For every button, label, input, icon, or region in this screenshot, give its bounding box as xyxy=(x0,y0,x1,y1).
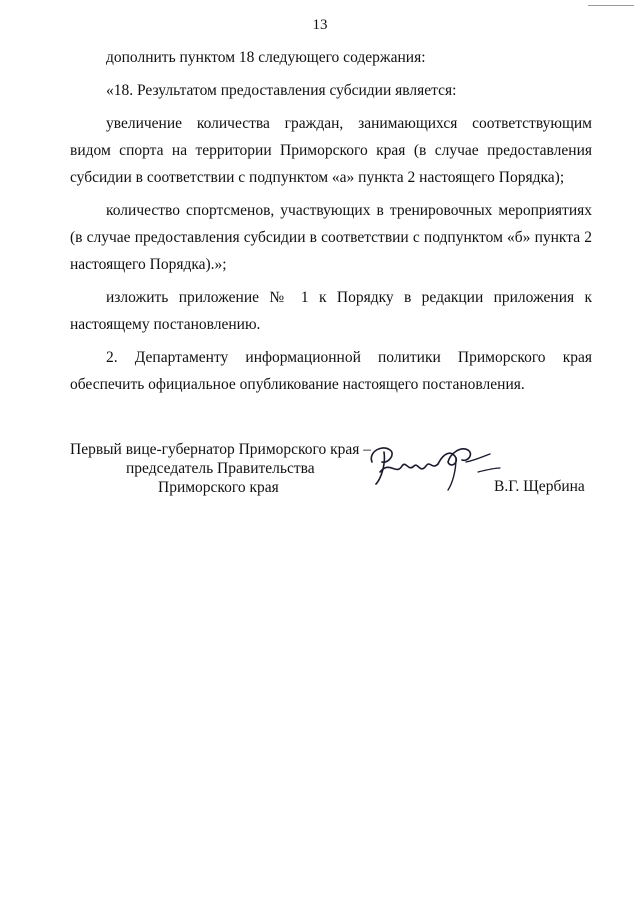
paragraph-4: количество спортсменов, участвующих в тренировочных мероприятиях (в случае предоставления субсидии в соответствии с подпунктом «б» пункта 2 настоящего Порядка).»; xyxy=(70,202,592,273)
paragraph-3: увеличение количества граждан, занимающихся соответствующим видом спорта на территории Приморского края (в случае предоставления субсидии в соответствии с подпунктом «а» пункта 2 настоящего Порядка); xyxy=(70,115,592,186)
paragraph-1: дополнить пунктом 18 следующего содержания: xyxy=(106,49,426,66)
handwritten-signature xyxy=(360,432,510,502)
top-right-rule xyxy=(588,5,634,6)
document-body xyxy=(70,44,592,404)
signatory-title-line-3: Приморского края xyxy=(158,479,279,496)
page-number: 13 xyxy=(312,17,328,33)
signatory-title-line-2: председатель Правительства xyxy=(126,460,315,477)
signatory-title-line-1: Первый вице-губернатор Приморского края – xyxy=(70,441,372,458)
signatory-name: В.Г. Щербина xyxy=(494,478,585,495)
paragraph-6: 2. Департаменту информационной политики Приморского края обеспечить официальное опубликование настоящего постановления. xyxy=(70,349,592,393)
paragraph-5: изложить приложение № 1 к Порядку в редакции приложения к настоящему постановлению. xyxy=(70,289,592,333)
signatory-title xyxy=(70,440,370,497)
paragraph-2: «18. Результатом предоставления субсидии является: xyxy=(106,82,457,99)
